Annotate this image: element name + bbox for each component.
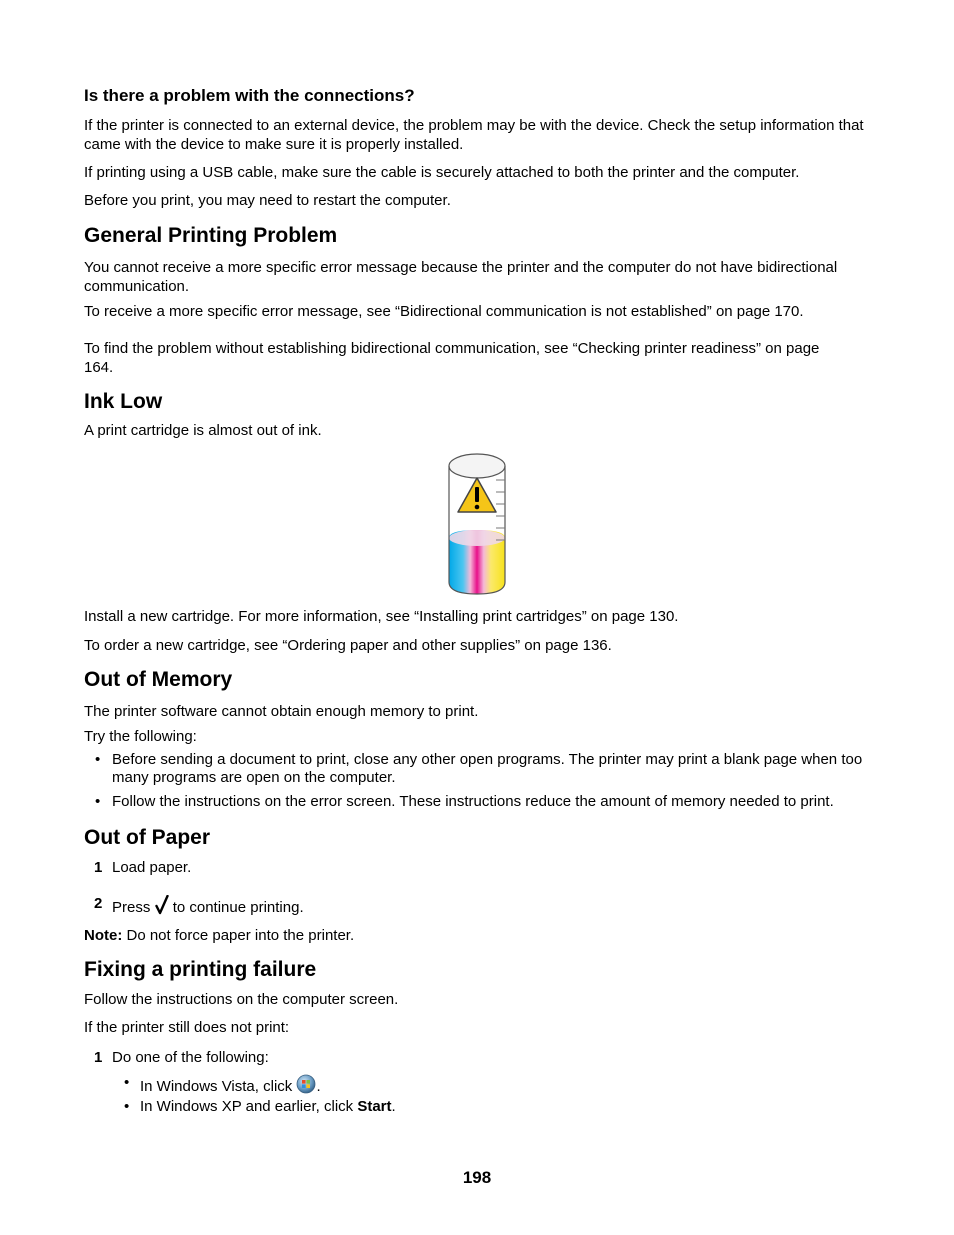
failure-paragraph-1: Follow the instructions on the computer screen. [84, 991, 399, 1008]
failure-sub-1 [140, 1074, 321, 1096]
ink-low-heading: Ink Low [84, 390, 163, 413]
general-paragraph-1: You cannot receive a more specific error message because the printer and the computer do not have bidirectional communication. [84, 259, 838, 295]
paper-step-2-post: to continue printing. [172, 899, 304, 916]
start-label: Start [357, 1098, 392, 1115]
note-label: Note: [84, 927, 123, 944]
memory-paragraph-2: Try the following: [84, 728, 197, 745]
paper-step-number-1: 1 [94, 859, 103, 876]
page-number: 198 [462, 1168, 492, 1187]
ink-low-paragraph-2: Install a new cartridge. For more information, see “Installing print cartridges” on page 130. [84, 608, 679, 625]
failure-step-1: Do one of the following: [112, 1049, 269, 1066]
memory-heading: Out of Memory [84, 668, 233, 691]
connections-heading: Is there a problem with the connections? [84, 86, 415, 105]
ink-low-paragraph-1: A print cartridge is almost out of ink. [84, 422, 322, 439]
checkmark-icon [155, 895, 169, 915]
connections-paragraph-1: If the printer is connected to an external device, the problem may be with the device. Check the setup information that came with the device to make sure it is properly installed. [84, 117, 864, 153]
paper-step-2-pre: Press [112, 899, 151, 916]
paper-note [84, 926, 874, 945]
ink-low-paragraph-3: To order a new cartridge, see “Ordering paper and other supplies” on page 136. [84, 637, 612, 654]
paper-heading: Out of Paper [84, 826, 211, 849]
failure-paragraph-2: If the printer still does not print: [84, 1019, 290, 1036]
failure-step-number-1: 1 [94, 1049, 103, 1066]
general-heading: General Printing Problem [84, 224, 338, 247]
failure-sub-2 [140, 1098, 396, 1116]
windows-start-orb-icon [296, 1074, 316, 1094]
failure-heading: Fixing a printing failure [84, 958, 317, 981]
connections-paragraph-3: Before you print, you may need to restart the computer. [84, 192, 451, 209]
connections-paragraph-2: If printing using a USB cable, make sure the cable is securely attached to both the printer and the computer. [84, 164, 800, 181]
general-paragraph-2: To receive a more specific error message, see “Bidirectional communication is not established” on page 170. [84, 303, 804, 320]
paper-step-number-2: 2 [94, 895, 103, 912]
memory-paragraph-1: The printer software cannot obtain enough memory to print. [84, 703, 479, 720]
bullet-marker: • [124, 1098, 130, 1115]
paper-step-1: Load paper. [112, 859, 192, 876]
paper-step-2 [112, 895, 304, 917]
failure-sub-2-post: . [391, 1098, 396, 1115]
bullet-marker: • [95, 793, 101, 810]
failure-sub-2-pre: In Windows XP and earlier, click [140, 1098, 354, 1115]
bullet-marker: • [124, 1074, 130, 1091]
note-text: Do not force paper into the printer. [126, 927, 355, 944]
bullet-marker: • [95, 751, 101, 768]
ink-cartridge-low-icon [442, 450, 512, 598]
general-paragraph-3: To find the problem without establishing bidirectional communication, see “Checking printer readiness” on page 164. [84, 340, 820, 376]
memory-bullet-1: Before sending a document to print, close any other open programs. The printer may print a blank page when too many programs are open on the computer. [112, 751, 863, 786]
memory-bullet-2: Follow the instructions on the error screen. These instructions reduce the amount of memory needed to print. [112, 793, 834, 810]
failure-sub-1-post: . [316, 1078, 321, 1095]
failure-sub-1-pre: In Windows Vista, click [140, 1078, 293, 1095]
